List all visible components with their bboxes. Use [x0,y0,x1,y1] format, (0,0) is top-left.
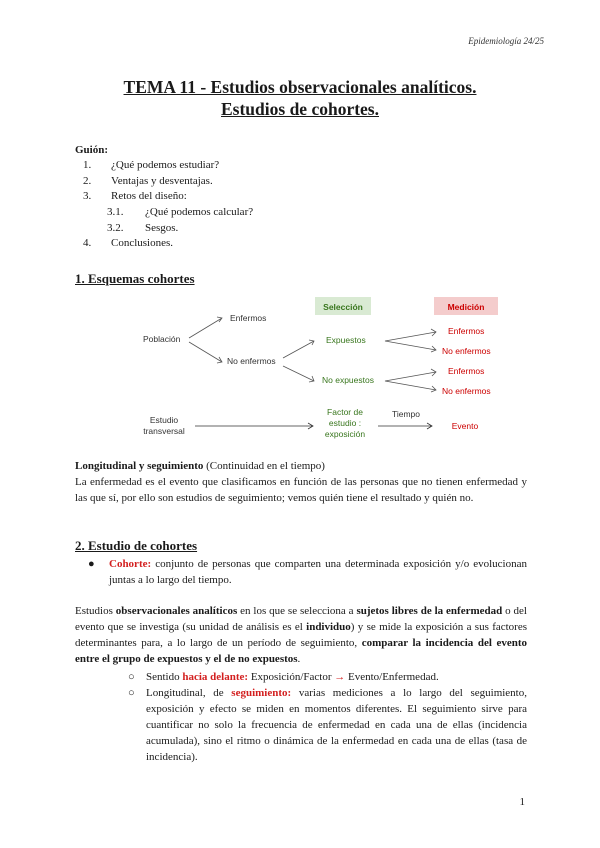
estudios-paragraph: Estudios observacionales analíticos en los que se selecciona a sujetos libres de la enfermedad o del evento que se investiga (su unidad de análisis es el individuo) y se mide la exposición a sus factores determinantes para, a lo largo de un período de seguimiento, comparar la incidencia del evento entre el grupo de expuestos y el de no expuestos. [75,605,528,665]
longitudinal-paragraph: Longitudinal y seguimiento (Continuidad en el tiempo) La enfermedad es el evento que clasificamos en función de las personas que no tienen enfermedad y las que sí, por ello son estudios de seguimiento; vemos quién tiene el resultado y quién no. [75,460,527,504]
bullet-dot: ● [88,558,95,570]
page-number: 1 [519,796,525,808]
medicion-label: Medición [447,302,485,312]
outcome-no-enfermos-1: No enfermos [442,346,491,356]
no-enfermos-label: No enfermos [227,356,276,366]
factor-label-2: estudio : [328,418,362,428]
circle-bullet: ○ [128,687,135,699]
page-title [0,76,600,120]
circle-bullet: ○ [128,671,135,683]
running-header: Epidemiología 24/25 [468,36,544,46]
title-line-2: Estudios de cohortes. [221,99,379,119]
cohort-diagram [0,290,600,450]
expuestos-label: Expuestos [326,335,366,345]
arrow-icon: → [334,671,346,683]
longitudinal-heading: Longitudinal y seguimiento [75,460,204,472]
factor-label-1: Factor de [327,407,363,417]
transversal-label: transversal [143,426,185,436]
tiempo-label: Tiempo [391,409,421,419]
branch-arrows [189,317,436,392]
section-heading-1: 1. Esquemas cohortes [75,271,195,286]
guion-heading: Guión: [75,144,109,156]
outcome-enfermos-2: Enfermos [448,366,485,376]
evento-label: Evento [451,421,479,431]
outcome-enfermos-1: Enfermos [448,326,485,336]
enfermos-label: Enfermos [230,313,267,323]
timeline-arrows [195,423,432,429]
seleccion-label: Selección [323,302,363,312]
no-expuestos-label: No expuestos [322,375,374,385]
cohorte-label: Cohorte: [109,558,152,570]
outcome-no-enfermos-2: No enfermos [442,386,491,396]
section-heading-2: 2. Estudio de cohortes [75,538,198,553]
estudio-label: Estudio [149,415,179,425]
poblacion-label: Población [143,334,181,344]
title-line-1: TEMA 11 - Estudios observacionales analíticos. [123,77,477,97]
longitudinal-body: La enfermedad es el evento que clasificamos en función de las personas que no tienen enfermedad y las que sí, por ello son estudios de seguimiento; vemos quién tiene el resultado y quién no. [75,476,527,504]
factor-label-3: exposición [324,429,366,439]
